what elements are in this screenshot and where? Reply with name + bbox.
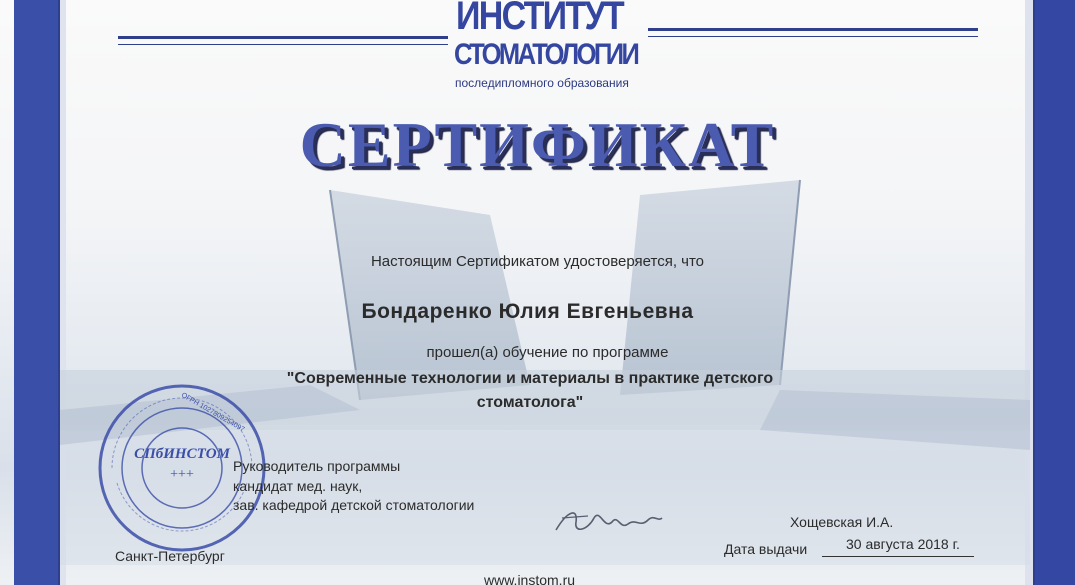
signer-name: Хощевская И.А.: [790, 514, 894, 530]
logo-rule-left-thin: [118, 44, 448, 45]
program-line-2: стоматолога": [476, 394, 584, 411]
intro-text: Настоящим Сертификатом удостоверяется, что: [370, 253, 705, 270]
svg-text:+++: +++: [170, 467, 194, 482]
program-line-1: "Современные технологии и материалы в практике детского: [286, 370, 774, 387]
logo-rule-right: [648, 28, 978, 31]
recipient-name: Бондаренко Юлия Евгеньевна: [361, 300, 694, 323]
right-border: [1035, 0, 1075, 585]
issue-date: 30 августа 2018 г.: [846, 536, 960, 552]
logo-institute: ИНСТИТУТ: [456, 0, 623, 38]
issue-date-underline: [822, 556, 974, 557]
stamp-center-text: СПбИНСТОМ: [134, 446, 230, 462]
logo-subtitle: последипломного образования: [455, 76, 629, 90]
completion-text: прошел(а) обучение по программе: [426, 344, 669, 361]
stamp-ogrn: ОГРН 1027809254097: [180, 391, 246, 434]
head-line-1: Руководитель программы: [233, 458, 401, 474]
head-line-2: кандидат мед. наук,: [233, 478, 363, 494]
logo-stomatology: СТОМАТОЛОГИИ: [454, 38, 638, 71]
head-line-3: зав. кафедрой детской стоматологии: [233, 497, 475, 513]
issue-date-label: Дата выдачи: [724, 541, 808, 557]
website: www.instom.ru: [484, 572, 576, 585]
logo-rule-right-thin: [648, 36, 978, 37]
logo-rule-left: [118, 36, 448, 39]
city: Санкт-Петербург: [115, 548, 225, 564]
left-border: [14, 0, 58, 585]
signature: [548, 500, 668, 540]
certificate-title: СЕРТИФИКАТ: [299, 109, 776, 180]
